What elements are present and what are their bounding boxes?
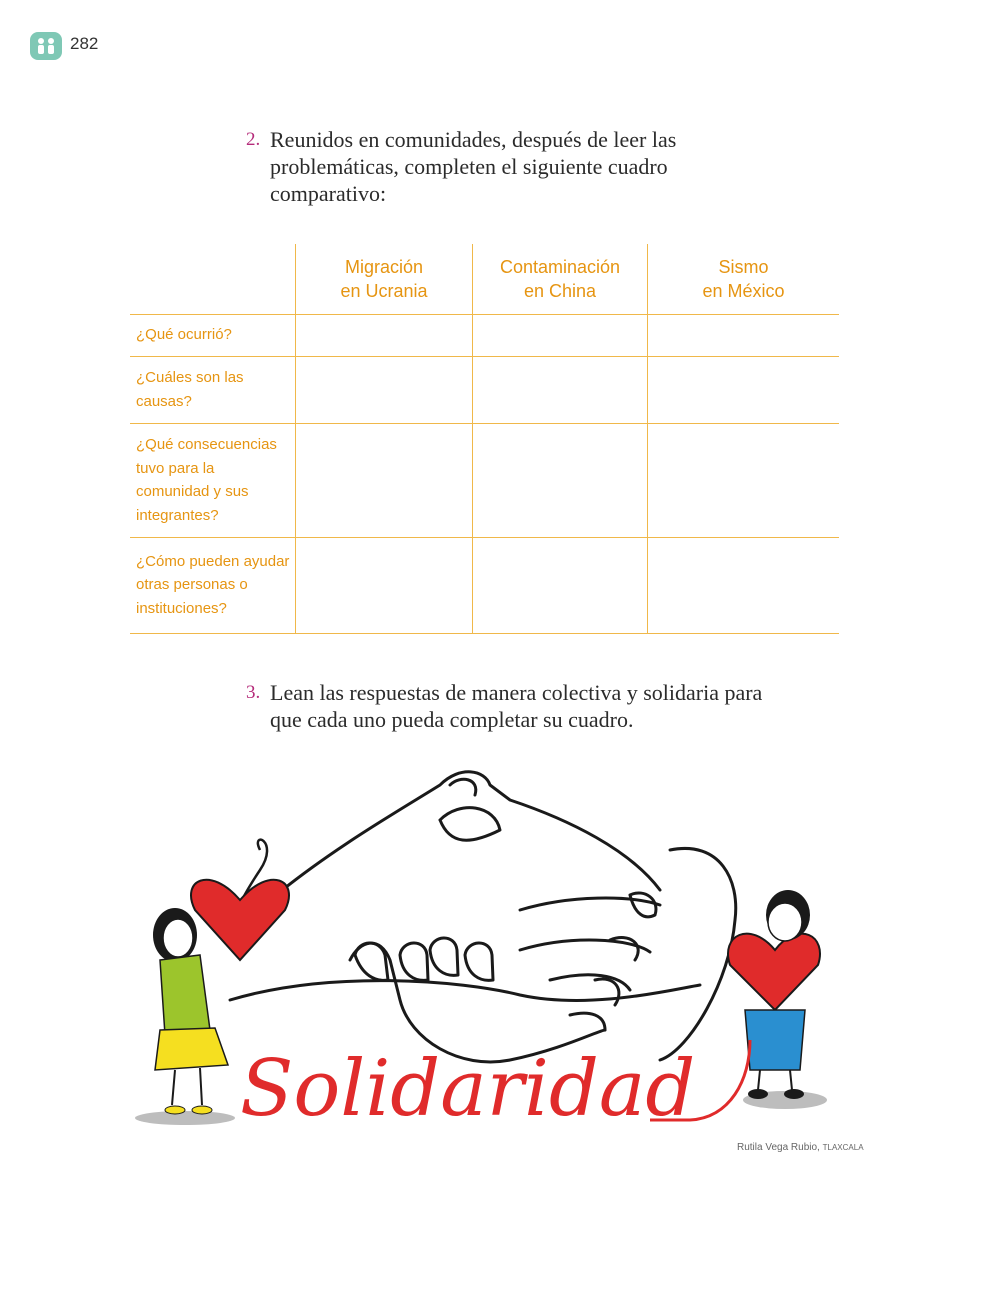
credit-author: Rutila Vega Rubio, <box>737 1142 820 1153</box>
column-header-ukraine: Migración en Ucrania <box>296 244 473 314</box>
shadow-left <box>135 1111 235 1125</box>
row-question: ¿Qué ocurrió? <box>130 314 296 356</box>
table-row <box>130 423 839 537</box>
answer-cell[interactable] <box>648 314 840 356</box>
answer-cell[interactable] <box>296 423 473 537</box>
row-question: ¿Cómo pueden ayudar otras personas o instituciones? <box>130 537 296 633</box>
answer-cell[interactable] <box>473 423 648 537</box>
table-row <box>130 537 839 633</box>
answer-cell[interactable] <box>648 537 840 633</box>
instruction-line: que cada uno pueda completar su cuadro. <box>270 707 634 732</box>
table-header-row <box>130 244 839 314</box>
community-icon <box>30 32 62 60</box>
instruction-number: 2. <box>246 129 261 150</box>
credit-place: TLAXCALA <box>822 1143 864 1152</box>
column-header-mexico: Sismo en México <box>648 244 840 314</box>
column-header-china: Contaminación en China <box>473 244 648 314</box>
row-question: ¿Cuáles son las causas? <box>130 356 296 423</box>
answer-cell[interactable] <box>473 537 648 633</box>
heart-left <box>191 880 289 960</box>
header-empty-cell <box>130 244 296 314</box>
instruction-line: problemáticas, completen el siguiente cuadro <box>270 154 668 179</box>
answer-cell[interactable] <box>296 314 473 356</box>
answer-cell[interactable] <box>473 314 648 356</box>
page-number: 282 <box>70 34 99 53</box>
joined-hands-drawing <box>230 772 736 1062</box>
solidarity-illustration <box>130 760 870 1140</box>
answer-cell[interactable] <box>296 356 473 423</box>
instruction-line: comparativo: <box>270 181 387 206</box>
instruction-line: Reunidos en comunidades, después de leer las <box>270 127 677 152</box>
answer-cell[interactable] <box>296 537 473 633</box>
answer-cell[interactable] <box>648 356 840 423</box>
girl-figure <box>153 908 228 1114</box>
illustration-credit <box>737 1142 864 1153</box>
instruction-line: Lean las respuestas de manera colectiva y solidaria para <box>270 680 763 705</box>
heart-right <box>728 934 820 1010</box>
table-row <box>130 356 839 423</box>
answer-cell[interactable] <box>648 423 840 537</box>
solidaridad-word: Solidaridad <box>240 1044 696 1134</box>
instruction-number: 3. <box>246 682 261 703</box>
answer-cell[interactable] <box>473 356 648 423</box>
row-question: ¿Qué consecuencias tuvo para la comunidad y sus integrantes? <box>130 423 296 537</box>
comparison-table <box>130 244 839 634</box>
table-row <box>130 314 839 356</box>
